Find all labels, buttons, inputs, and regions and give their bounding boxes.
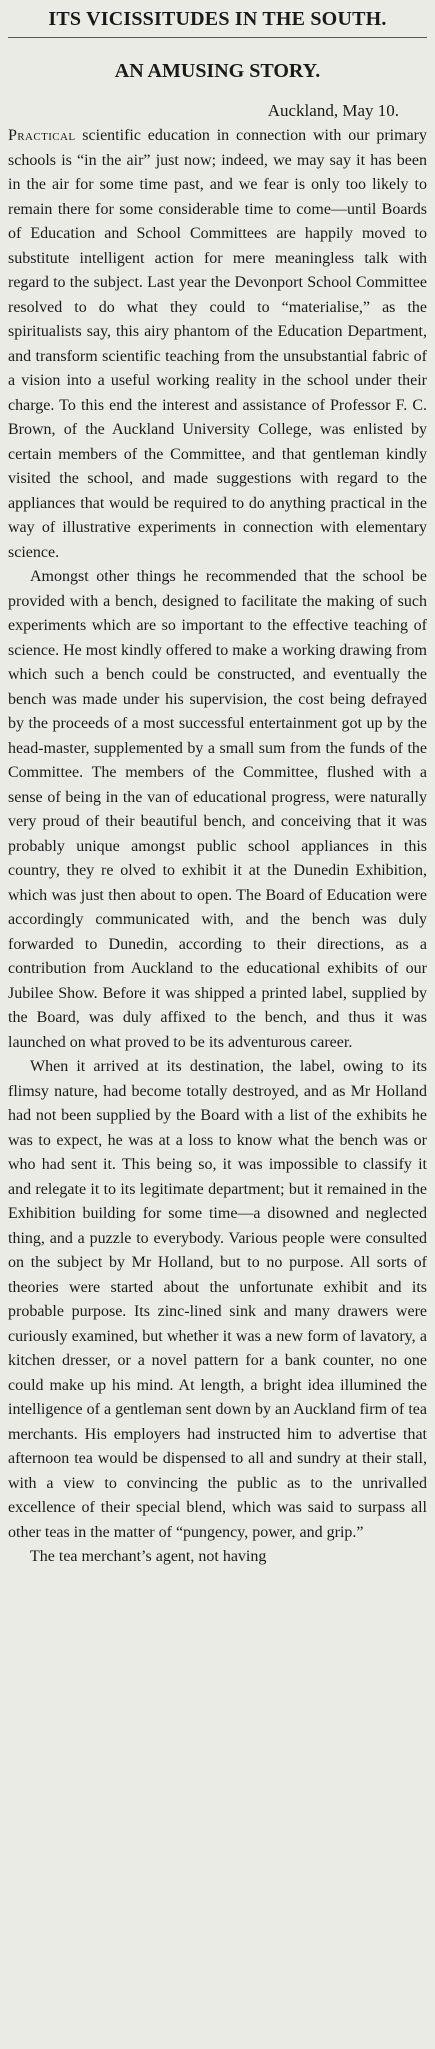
dateline: Auckland, May 10.	[267, 101, 399, 120]
paragraph-3: When it arrived at its destination, the label, owing to its flimsy nature, had become totally destroyed, and as Mr Holland had not been supplied by the Board with a list of the exhibits he was to expect, he was at a loss to know what the bench was or who had sent it. This being so, it was impossible to classify it and relegate it to its legitimate department; but it remained in the Exhibition building for some time—a disowned and neglected thing, and a puzzle to everybody. Various people were consulted on the subject by Mr Holland, but to no purpose. All sorts of theories were started about the unfortunate exhibit and its probable purpose. Its zinc-lined sink and many drawers were curiously examined, but whether it was a new form of lavatory, a kitchen dresser, or a novel pattern for a bank counter, no one could make up his mind. At length, a bright idea illumined the intelligence of a gentleman sent down by an Auckland firm of tea merchants. His employers had instructed him to advertise that afternoon tea would be dispensed to all and sundry at their stall, with a view to convincing the public as to the unrivalled excellence of their special blend, which was said to surpass all other teas in the matter of “pungency, power, and grip.”	[8, 1058, 427, 1541]
paragraph-1-text: scientific education in connection with our primary schools is “in the air” just now; indeed, we may say it has been in the air for some time past, and we fear is only too likely to remain there for some considerable time to come—until Boards of Education and School Committees are happily moved to substitute intelligent action for mere meaningless talk with regard to the subject. Last year the Devonport School Committee resolved to do what they could to “materialise,” as the spiritualists say, this airy phantom of the Education Department, and transform scientific teaching from the unsubstantial fabric of a vision into a useful working reality in the school under their charge. To this end the interest and assistance of Professor F. C. Brown, of the Auckland University College, was enlisted by certain members of the Committee, and that gentleman kindly visited the school, and made suggestions with regard to the appliances that would be required to do anything practical in the way of illustrative experiments in connection with elementary science.	[8, 127, 427, 561]
paragraph-2: Amongst other things he recommended that the school be provided with a bench, designed to facilitate the making of such experiments which are so important to the effective teaching of science. He most kindly offered to make a working drawing from which such a bench could be constructed, and eventually the bench was made under his supervision, the cost being defrayed by the proceeds of a most successful entertainment got up by the head-master, supplemented by a small sum from the funds of the Committee. The members of the Committee, flushed with a sense of being in the van of educational progress, were naturally very proud of their beautiful bench, and conceiving that it was probably unique amongst public school appliances in this country, they re olved to exhibit it at the Dunedin Exhibition, which was just then about to open. The Board of Education were accordingly communicated with, and the bench was duly forwarded to Dunedin, according to their directions, as a contribution from Auckland to the educational exhibits of our Jubilee Show. Before it was shipped a printed label, supplied by the Board, was duly affixed to the bench, and thus it was launched on what proved to be its adventurous career.	[8, 568, 427, 1051]
lead-word: Practical	[8, 127, 76, 144]
headline: ITS VICISSITUDES IN THE SOUTH.	[48, 8, 387, 30]
article-body	[8, 124, 427, 1570]
headline-rule	[8, 37, 427, 38]
subheadline: AN AMUSING STORY.	[114, 60, 321, 82]
paragraph-4: The tea merchant’s agent, not having	[30, 1548, 267, 1565]
paragraph-1	[8, 124, 427, 565]
